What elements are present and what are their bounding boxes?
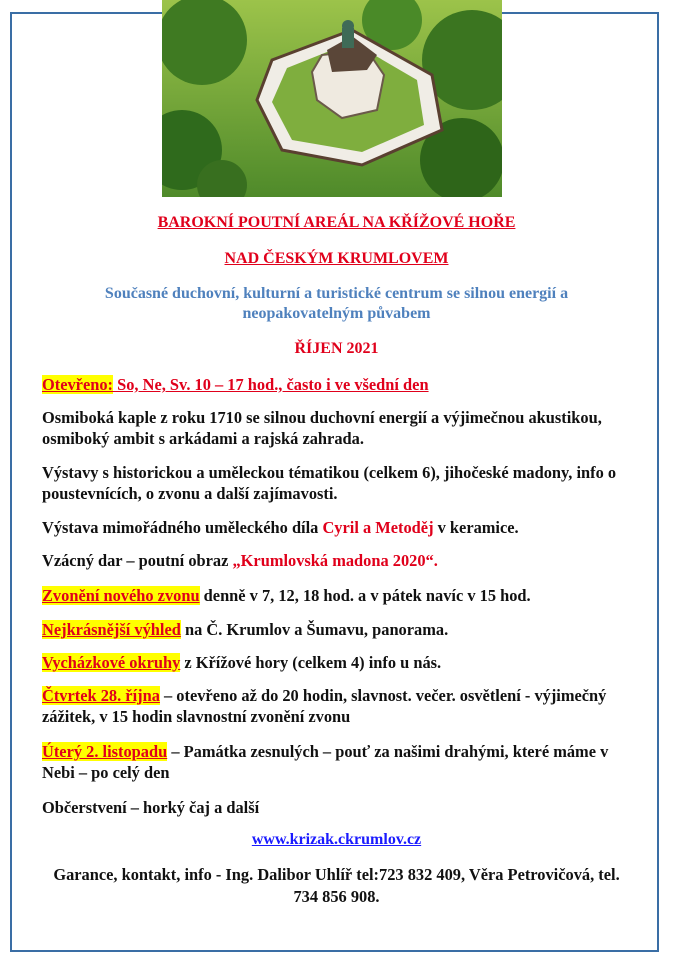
paragraph-gift: [42, 550, 632, 571]
paragraph-view: [42, 619, 632, 640]
paragraph-refreshments: Občerstvení – horký čaj a další: [42, 798, 260, 817]
title-line-1: BAROKNÍ POUTNÍ AREÁL NA KŘÍŽOVÉ HOŘE: [157, 214, 516, 231]
p4-before: Vzácný dar – poutní obraz: [42, 551, 233, 570]
p8-text: – otevřeno až do 20 hodin, slavnost. večer. osvětlení - výjimečný zážitek, v 15 hodin slavnostní zvonění zvonu: [42, 686, 607, 726]
paragraph-exhibitions: Výstavy s historickou a uměleckou tématikou (celkem 6), jihočeské madony, info o poustevnících, o zvonu a další zajímavosti.: [42, 463, 617, 503]
open-label: Otevřeno:: [42, 375, 113, 394]
p3-before: Výstava mimořádného uměleckého díla: [42, 518, 323, 537]
p3-red: Cyril a Metoděj: [322, 518, 434, 537]
p9-text: – Památka zesnulých – pouť za našimi drahými, které máme v Nebi – po celý den: [42, 742, 609, 782]
p3-after: v keramice.: [433, 518, 519, 537]
p6-highlight: Nejkrásnější výhled: [42, 620, 181, 639]
p7-text: z Křížové hory (celkem 4) info u nás.: [180, 653, 442, 672]
subtitle: Současné duchovní, kulturní a turistické centrum se silnou energií a neopakovatelným půvabem: [104, 285, 569, 322]
p4-red: „Krumlovská madona 2020“.: [232, 551, 438, 570]
p8-highlight: Čtvrtek 28. října: [42, 686, 160, 705]
website-link[interactable]: www.krizak.ckrumlov.cz: [251, 831, 422, 848]
p6-text: na Č. Krumlov a Šumavu, panorama.: [180, 620, 449, 639]
paragraph-thursday: [42, 685, 632, 727]
paragraph-chapel: Osmiboká kaple z roku 1710 se silnou duchovní energií a výjimečnou akustikou, osmiboký ambit s arkádami a rajská zahrada.: [42, 408, 602, 448]
p9-highlight: Úterý 2. listopadu: [42, 742, 168, 761]
paragraph-tuesday: [42, 741, 632, 783]
title-line-2: NAD ČESKÝM KRUMLOVEM: [224, 250, 449, 267]
contact-info: Garance, kontakt, info - Ing. Dalibor Uhlíř tel:723 832 409, Věra Petrovičová, tel. 734 856 908.: [53, 865, 620, 906]
p5-text: denně v 7, 12, 18 hod. a v pátek navíc v 15 hod.: [199, 586, 531, 605]
opening-hours: [42, 374, 632, 395]
open-text: So, Ne, Sv. 10 – 17 hod., často i ve všední den: [113, 375, 429, 394]
p5-highlight: Zvonění nového zvonu: [42, 586, 200, 605]
p7-highlight: Vycházkové okruhy: [42, 653, 181, 672]
baroque-chapel-aerial-photo: [162, 0, 502, 197]
paragraph-cyril-methodius: [42, 517, 632, 538]
month-heading: ŘÍJEN 2021: [294, 340, 379, 357]
paragraph-walks: [42, 652, 632, 673]
paragraph-bell: [42, 585, 632, 606]
